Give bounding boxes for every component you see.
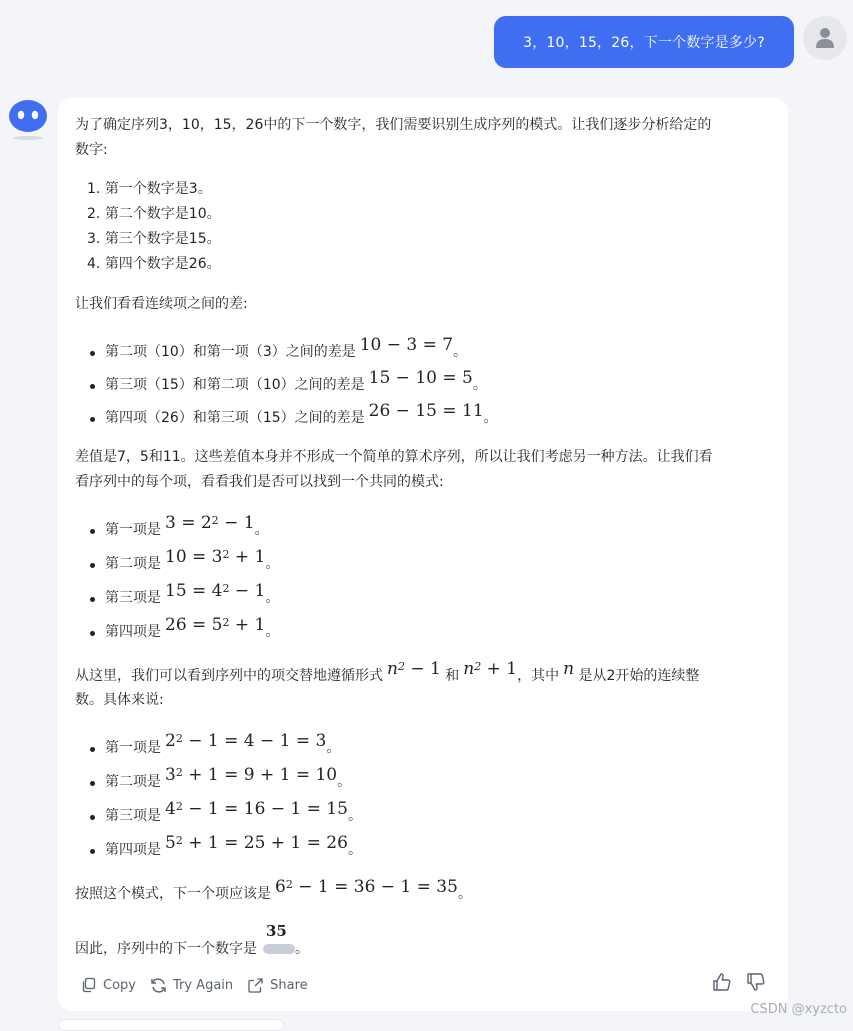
conclusion-text: 因此，序列中的下一个数字是 35 。 <box>75 922 309 957</box>
watermark: CSDN @xyzcto <box>750 1002 847 1017</box>
term-item: 第四项是 $26 = 5^2 + 1$。 <box>90 618 279 646</box>
specific-item: 第二项是 $3^2 + 1 = 9 + 1 = 10$。 <box>90 768 351 796</box>
try-again-label: Try Again <box>172 977 234 993</box>
assistant-avatar <box>8 98 48 142</box>
thumbs-down-button[interactable] <box>746 972 766 996</box>
specific-item: 第一项是 $2^2 - 1 = 4 - 1 = 3$。 <box>90 734 340 762</box>
term-item: 第一项是 $3 = 2^2 - 1$。 <box>90 516 269 544</box>
user-message-bubble: 3，10，15，26，下一个数字是多少? <box>494 16 794 68</box>
copy-icon <box>81 977 97 993</box>
given-list-item: 4. 第四个数字是26。 <box>87 256 221 272</box>
next-message-card <box>58 1019 284 1031</box>
diff-item: 第三项（15）和第二项（10）之间的差是 15 − 10 = 5。 <box>90 371 487 398</box>
given-list-item: 2. 第二个数字是10。 <box>87 206 221 222</box>
diff-summary-cont: 看序列中的每个项，看看我们是否可以找到一个共同的模式: <box>75 474 444 490</box>
next-term-text: 按照这个模式，下一个项应该是 $6^2 - 1 = 36 - 1 = 35$。 <box>75 877 472 902</box>
term-item: 第三项是 $15 = 4^2 - 1$。 <box>90 584 279 612</box>
diff-intro: 让我们看看连续项之间的差: <box>75 296 248 312</box>
share-icon <box>247 977 264 994</box>
feedback-buttons <box>712 972 766 996</box>
user-avatar[interactable] <box>803 16 847 60</box>
given-list-item: 3. 第三个数字是15。 <box>87 231 221 247</box>
assistant-answer-card <box>58 98 788 1011</box>
message-actions <box>81 972 308 998</box>
copy-label: Copy <box>103 977 136 993</box>
diff-item: 第四项（26）和第三项（15）之间的差是 26 − 15 = 11。 <box>90 404 498 431</box>
share-label: Share <box>270 977 308 993</box>
diff-item: 第二项（10）和第一项（3）之间的差是 10 − 3 = 7。 <box>90 338 467 365</box>
thumbs-down-icon <box>746 972 766 992</box>
intro-text: 为了确定序列3，10，15，26中的下一个数字，我们需要识别生成序列的模式。让我们逐步分析给定的 <box>75 117 712 133</box>
copy-button[interactable] <box>81 977 136 993</box>
intro-text-cont: 数字: <box>75 142 108 158</box>
pattern-text-cont: 数。具体来说: <box>75 692 164 708</box>
robot-icon <box>8 98 48 142</box>
specific-item: 第三项是 $4^2 - 1 = 16 - 1 = 15$。 <box>90 802 362 830</box>
try-again-button[interactable] <box>150 977 233 994</box>
specific-item: 第四项是 $5^2 + 1 = 25 + 1 = 26$。 <box>90 836 362 864</box>
thumbs-up-button[interactable] <box>712 972 732 996</box>
user-message-row <box>0 16 853 68</box>
user-icon <box>815 27 835 49</box>
thumbs-up-icon <box>712 972 732 992</box>
answer-highlight: 35 <box>263 944 295 954</box>
share-button[interactable] <box>247 977 308 994</box>
given-list-item: 1. 第一个数字是3。 <box>87 181 212 197</box>
term-item: 第二项是 $10 = 3^2 + 1$。 <box>90 550 279 578</box>
refresh-icon <box>150 977 167 994</box>
diff-summary: 差值是7，5和11。这些差值本身并不形成一个简单的算术序列，所以让我们考虑另一种方法。让我们看 <box>75 449 713 465</box>
pattern-text: 从这里，我们可以看到序列中的项交替地遵循形式 $n^2 - 1$ 和 $n^2 + 1$，其中 n 是从2开始的连续整 <box>75 659 700 684</box>
